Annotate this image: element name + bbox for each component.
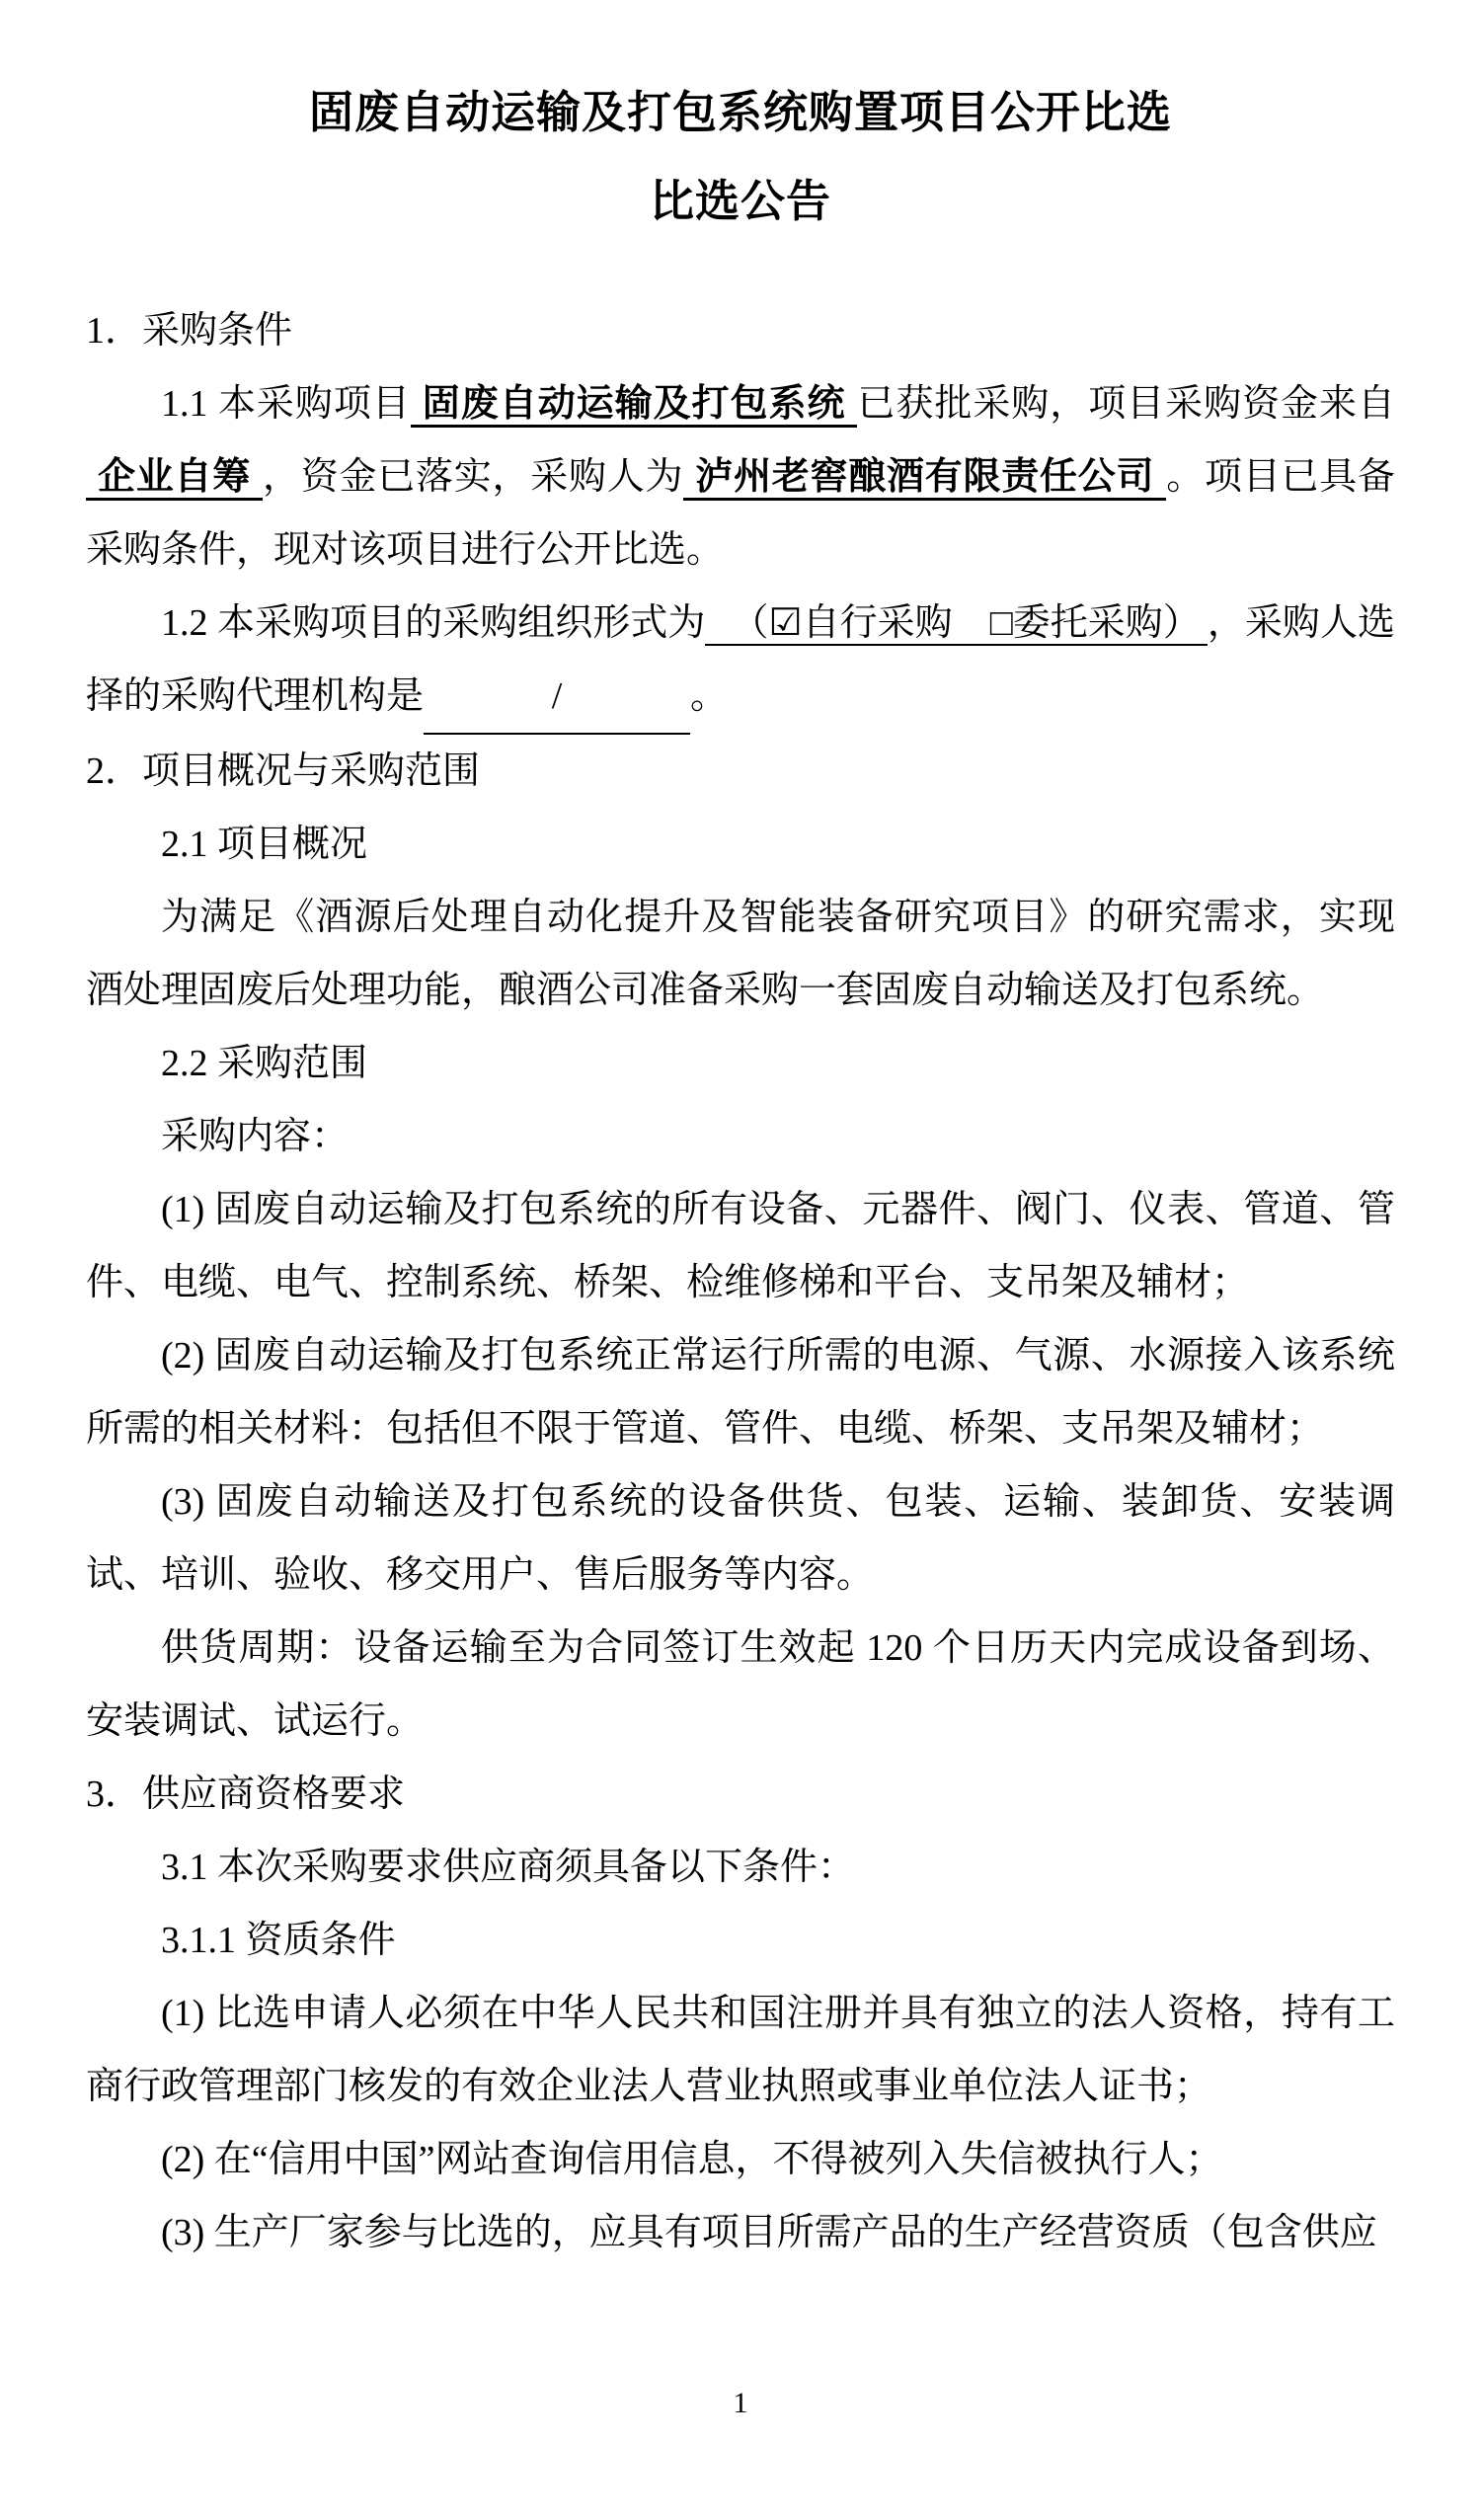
text-run: 1.2 本采购项目的采购组织形式为 [161, 602, 706, 644]
document-body [86, 294, 1395, 2269]
para-req-1 [86, 1977, 1395, 2123]
text-run: (3) 固废自动输送及打包系统的设备供货、包装、运输、装卸货、安装调试、培训、验收、移交用户、售后服务等内容。 [86, 1481, 1395, 1596]
fill-underline-run: （☑自行采购 □委托采购） [705, 602, 1207, 646]
text-run: 。 [690, 675, 729, 717]
section-3-heading [86, 1758, 1395, 1831]
para-2-1-heading [86, 808, 1395, 881]
text-run: 已获批采购，项目采购资金来自 [857, 383, 1395, 425]
document-page [0, 87, 1481, 2269]
fill-bold-run: 固废自动运输及打包系统 [411, 383, 858, 428]
text-run: 1.1 本采购项目 [161, 383, 411, 425]
document-subtitle: 比选公告 [649, 177, 831, 226]
text-run: 1．采购条件 [86, 310, 293, 352]
para-item-3 [86, 1465, 1395, 1612]
page-number: 1 [733, 2387, 748, 2419]
para-supply-period [86, 1612, 1395, 1758]
text-run: (1) 固废自动运输及打包系统的所有设备、元器件、阀门、仪表、管道、管件、电缆、电气、控制系统、桥架、检维修梯和平台、支吊架及辅材； [86, 1189, 1395, 1303]
para-req-3 [86, 2196, 1395, 2269]
text-run: (1) 比选申请人必须在中华人民共和国注册并具有独立的法人资格，持有工商行政管理部门核发的有效企业法人营业执照或事业单位法人证书； [86, 1993, 1395, 2107]
para-item-2 [86, 1319, 1395, 1465]
para-2-2-heading [86, 1027, 1395, 1100]
section-2-heading [86, 735, 1395, 808]
text-run: (3) 生产厂家参与比选的，应具有项目所需产品的生产经营资质（包含供应 [161, 2212, 1377, 2253]
text-run: (2) 固废自动运输及打包系统正常运行所需的电源、气源、水源接入该系统所需的相关材料：包括但不限于管道、管件、电缆、桥架、支吊架及辅材； [86, 1335, 1395, 1450]
para-2-1-body [86, 881, 1395, 1027]
text-run: 采购内容： [161, 1116, 350, 1157]
document-title: 固废自动运输及打包系统购置项目公开比选 [308, 88, 1172, 137]
text-run: 3.1.1 资质条件 [161, 1920, 396, 1961]
para-req-2 [86, 2123, 1395, 2196]
text-run: 3.1 本次采购要求供应商须具备以下条件： [161, 1847, 856, 1888]
section-1-heading [86, 294, 1395, 367]
text-run: 2．项目概况与采购范围 [86, 750, 481, 792]
para-1-2 [86, 587, 1395, 735]
para-item-1 [86, 1173, 1395, 1319]
text-run: 为满足《酒源后处理自动化提升及智能装备研究项目》的研究需求，实现酒处理固废后处理功能，酿酒公司准备采购一套固废自动输送及打包系统。 [86, 897, 1395, 1011]
text-run: 2.1 项目概况 [161, 824, 368, 865]
text-run: 2.2 采购范围 [161, 1043, 368, 1084]
fill-bold-run: 企业自筹 [86, 456, 263, 501]
para-1-1 [86, 367, 1395, 587]
para-procurement-content-label [86, 1100, 1395, 1173]
blank-slash-run: / [424, 660, 690, 735]
text-run: 供货周期：设备运输至为合同签订生效起 120 个日历天内完成设备到场、安装调试、试运行。 [86, 1627, 1395, 1742]
fill-bold-run: 泸州老窖酿酒有限责任公司 [683, 456, 1166, 501]
text-run: 3．供应商资格要求 [86, 1773, 406, 1815]
text-run: 。项目已具备采购条件，现对该项目进行公开比选。 [86, 456, 1395, 571]
text-run: (2) 在“信用中国”网站查询信用信息，不得被列入失信被执行人； [161, 2139, 1223, 2180]
para-3-1-1 [86, 1904, 1395, 1977]
para-3-1 [86, 1831, 1395, 1904]
text-run: ，资金已落实，采购人为 [263, 456, 684, 498]
text-run: ，采购人选择的采购代理机构是 [86, 602, 1395, 717]
